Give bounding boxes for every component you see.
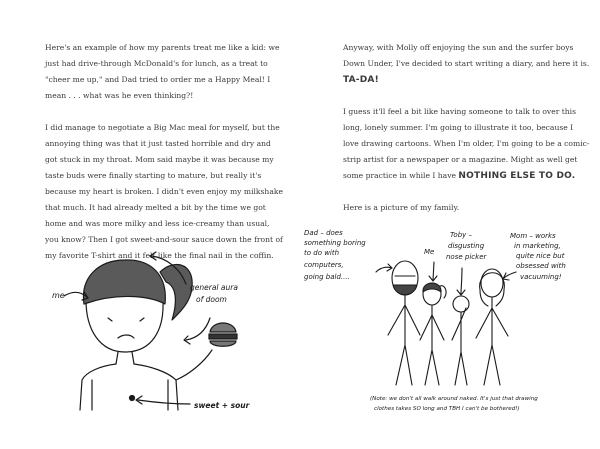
note-line-2: clothes takes SO long and TBH I can't be bothered!) — [374, 406, 520, 412]
right-page — [300, 0, 600, 449]
dad-caption-1: Dad – does — [304, 229, 343, 237]
girl-mouth — [118, 335, 134, 338]
toby-caption-3: nose picker — [446, 253, 487, 261]
mom-caption-5: vacuuming! — [520, 273, 562, 281]
mom-body — [476, 297, 508, 385]
arrow-toby — [461, 268, 462, 294]
paragraph-big-mac: I did manage to negotiate a Big Mac meal for myself, but the annoying thing was that it just tasted horrible and dry and got stuck in my throat. Mom said maybe it was because my taste buds were finally starting to mature, but really it's because my heart is broken. I didn't even enjoy my milkshake that much. It had already melted a bit by the time we got home and was more milky and less ice-creamy than usual, you know? Then I got sweet-and-sour sauce down the front of my favorite T-shirt and it felt like the final nail in the coffin. — [45, 123, 283, 260]
girl-neck — [116, 352, 134, 364]
toby-body — [452, 308, 467, 385]
dad-body — [388, 295, 420, 385]
paragraph-family: Here is a picture of my family. — [343, 203, 460, 212]
me-hair — [423, 283, 441, 292]
toby-head — [453, 296, 469, 312]
burger-bun-bottom — [210, 341, 236, 346]
family-doodle — [300, 0, 600, 449]
paragraph-happy-meal: Here's an example of how my parents treat me like a kid: we just had drive-through McDonald's for lunch, as a treat to "cheer me up," and Dad tried to order me a Happy Meal! I mean . . . what was he even thinking?! — [45, 43, 280, 100]
dad-caption-5: going bald.... — [304, 273, 350, 281]
label-aura-2: of doom — [196, 295, 227, 304]
toby-caption-1: Toby – — [450, 231, 473, 239]
toby-caption-2: disgusting — [448, 242, 485, 250]
ta-da-text: TA-DA! — [343, 75, 379, 85]
arrow-aura-bottom — [186, 318, 210, 340]
mom-caption-4: obsessed with — [516, 262, 566, 270]
arrow-sauce — [138, 400, 190, 404]
girl-arm — [176, 350, 212, 380]
dad-caption-3: to do with — [304, 249, 340, 257]
burger-patty — [209, 334, 237, 339]
arrow-me — [433, 262, 434, 280]
dad-caption-4: computers, — [304, 261, 344, 269]
girl-eye-right — [140, 318, 144, 321]
dad-beard — [393, 285, 417, 295]
mom-caption-2: in marketing, — [514, 242, 561, 250]
me-body — [420, 305, 444, 385]
nothing-else-text: NOTHING ELSE TO DO. — [458, 171, 576, 181]
girl-eye-left — [108, 318, 112, 321]
mom-caption-1: Mom – works — [510, 232, 556, 240]
note-line-1: (Note: we don't all walk around naked. It's just that drawing — [370, 396, 538, 402]
sauce-stain — [130, 396, 135, 401]
mom-caption-3: quite nice but — [516, 252, 565, 260]
label-sweet-sour: sweet + sour — [194, 401, 250, 410]
dad-caption-2: something boring — [304, 239, 366, 247]
label-me: me — [52, 291, 65, 300]
girl-face-outline — [86, 300, 163, 352]
label-aura-1: general aura — [190, 283, 238, 292]
girl-hair — [83, 260, 165, 304]
me-caption: Me — [424, 248, 435, 256]
burger-bun-top — [210, 323, 236, 332]
paragraph-summer-text: I guess it'll feel a bit like having someone to talk to over this long, lonely summer. I'm going to illustrate it too, because I love drawing cartoons. When I'm older, I'm going to be a comic-strip artist for a newspaper or a magazine. Might as well get some practice in while I have — [343, 107, 590, 180]
paragraph-diary-text: Anyway, with Molly off enjoying the sun and the surfer boys Down Under, I've decided to start writing a diary, and here it is. — [343, 43, 590, 68]
